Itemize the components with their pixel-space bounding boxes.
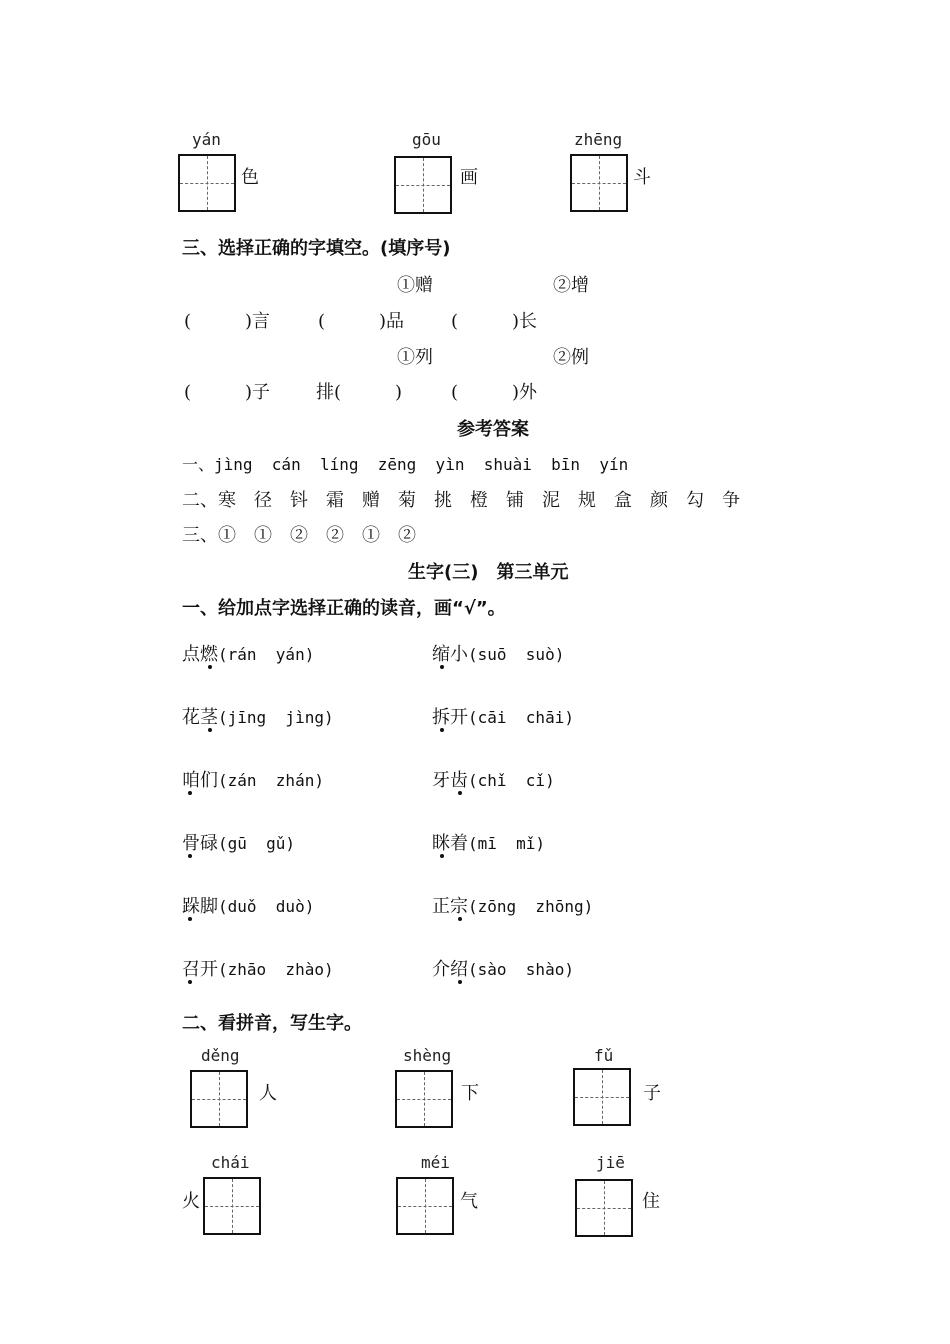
pinyin-label: gōu (412, 130, 441, 149)
pinyin-label: děng (201, 1046, 240, 1065)
grid-char: 画 (460, 167, 478, 188)
option: ②增 (553, 275, 589, 296)
grid-char: 人 (259, 1083, 277, 1104)
emphasis-dot (208, 665, 212, 669)
emphasis-dot (458, 917, 462, 921)
pinyin-label: zhēng (574, 130, 623, 149)
question-title: 二、看拼音，写生字。 (182, 1013, 362, 1034)
word-item[interactable]: 正宗(zōng zhōng) (432, 896, 594, 917)
writing-grid[interactable] (570, 154, 628, 212)
option: ①列 (397, 347, 433, 368)
pinyin-label: yán (192, 130, 221, 149)
word-item[interactable]: 骨碌(gū gǔ) (182, 833, 296, 854)
word-item[interactable]: 眯着(mī mǐ) (432, 833, 546, 854)
emphasis-dot (188, 791, 192, 795)
pinyin-label: shèng (403, 1046, 452, 1065)
word-item[interactable]: 点燃(rán yán) (182, 644, 315, 665)
pinyin-label: fǔ (594, 1046, 614, 1065)
section-title: 三、选择正确的字填空。(填序号) (182, 238, 451, 259)
answer-line: 二、寒 径 钭 霜 赠 菊 挑 橙 铺 泥 规 盒 颜 勾 争 (182, 490, 740, 511)
pinyin-label: chái (211, 1153, 250, 1172)
emphasis-dot (458, 980, 462, 984)
grid-char: 气 (460, 1191, 478, 1212)
writing-grid[interactable] (394, 156, 452, 214)
option: ①赠 (397, 275, 433, 296)
answer-line: 三、① ① ② ② ① ② (182, 525, 416, 546)
fill-blank[interactable]: ( )长 (451, 311, 538, 332)
word-item[interactable]: 咱们(zán zhán) (182, 770, 324, 791)
emphasis-dot (208, 728, 212, 732)
word-item[interactable]: 缩小(suō suò) (432, 644, 565, 665)
word-item[interactable]: 召开(zhāo zhào) (182, 959, 334, 980)
grid-char: 斗 (633, 167, 651, 188)
grid-char: 住 (642, 1191, 660, 1212)
fill-blank[interactable]: ( )外 (451, 382, 538, 403)
emphasis-dot (188, 980, 192, 984)
writing-grid[interactable] (573, 1068, 631, 1126)
grid-char: 火 (182, 1191, 200, 1212)
fill-blank[interactable]: ( )品 (318, 311, 405, 332)
emphasis-dot (188, 854, 192, 858)
emphasis-dot (188, 917, 192, 921)
writing-grid[interactable] (395, 1070, 453, 1128)
fill-blank[interactable]: ( )子 (184, 382, 271, 403)
grid-char: 子 (643, 1083, 661, 1104)
grid-char: 下 (461, 1083, 479, 1104)
word-item[interactable]: 花茎(jīng jìng) (182, 707, 334, 728)
unit-title: 生字(三) 第三单元 (408, 562, 569, 583)
word-item[interactable]: 跺脚(duǒ duò) (182, 896, 315, 917)
emphasis-dot (458, 791, 462, 795)
writing-grid[interactable] (190, 1070, 248, 1128)
word-item[interactable]: 拆开(cāi chāi) (432, 707, 574, 728)
fill-blank[interactable]: 排( ) (316, 382, 403, 403)
answers-title: 参考答案 (457, 419, 529, 440)
option: ②例 (553, 347, 589, 368)
word-item[interactable]: 牙齿(chǐ cǐ) (432, 770, 555, 791)
pinyin-label: jiē (596, 1153, 625, 1172)
writing-grid[interactable] (203, 1177, 261, 1235)
writing-grid[interactable] (575, 1179, 633, 1237)
writing-grid[interactable] (396, 1177, 454, 1235)
writing-grid[interactable] (178, 154, 236, 212)
grid-char: 色 (241, 167, 259, 188)
emphasis-dot (440, 854, 444, 858)
emphasis-dot (440, 665, 444, 669)
emphasis-dot (440, 728, 444, 732)
fill-blank[interactable]: ( )言 (184, 311, 271, 332)
answer-line: 一、jìng cán líng zēng yìn shuài bīn yín (182, 455, 629, 474)
word-item[interactable]: 介绍(sào shào) (432, 959, 574, 980)
question-title: 一、给加点字选择正确的读音，画“√”。 (182, 598, 506, 619)
pinyin-label: méi (421, 1153, 450, 1172)
